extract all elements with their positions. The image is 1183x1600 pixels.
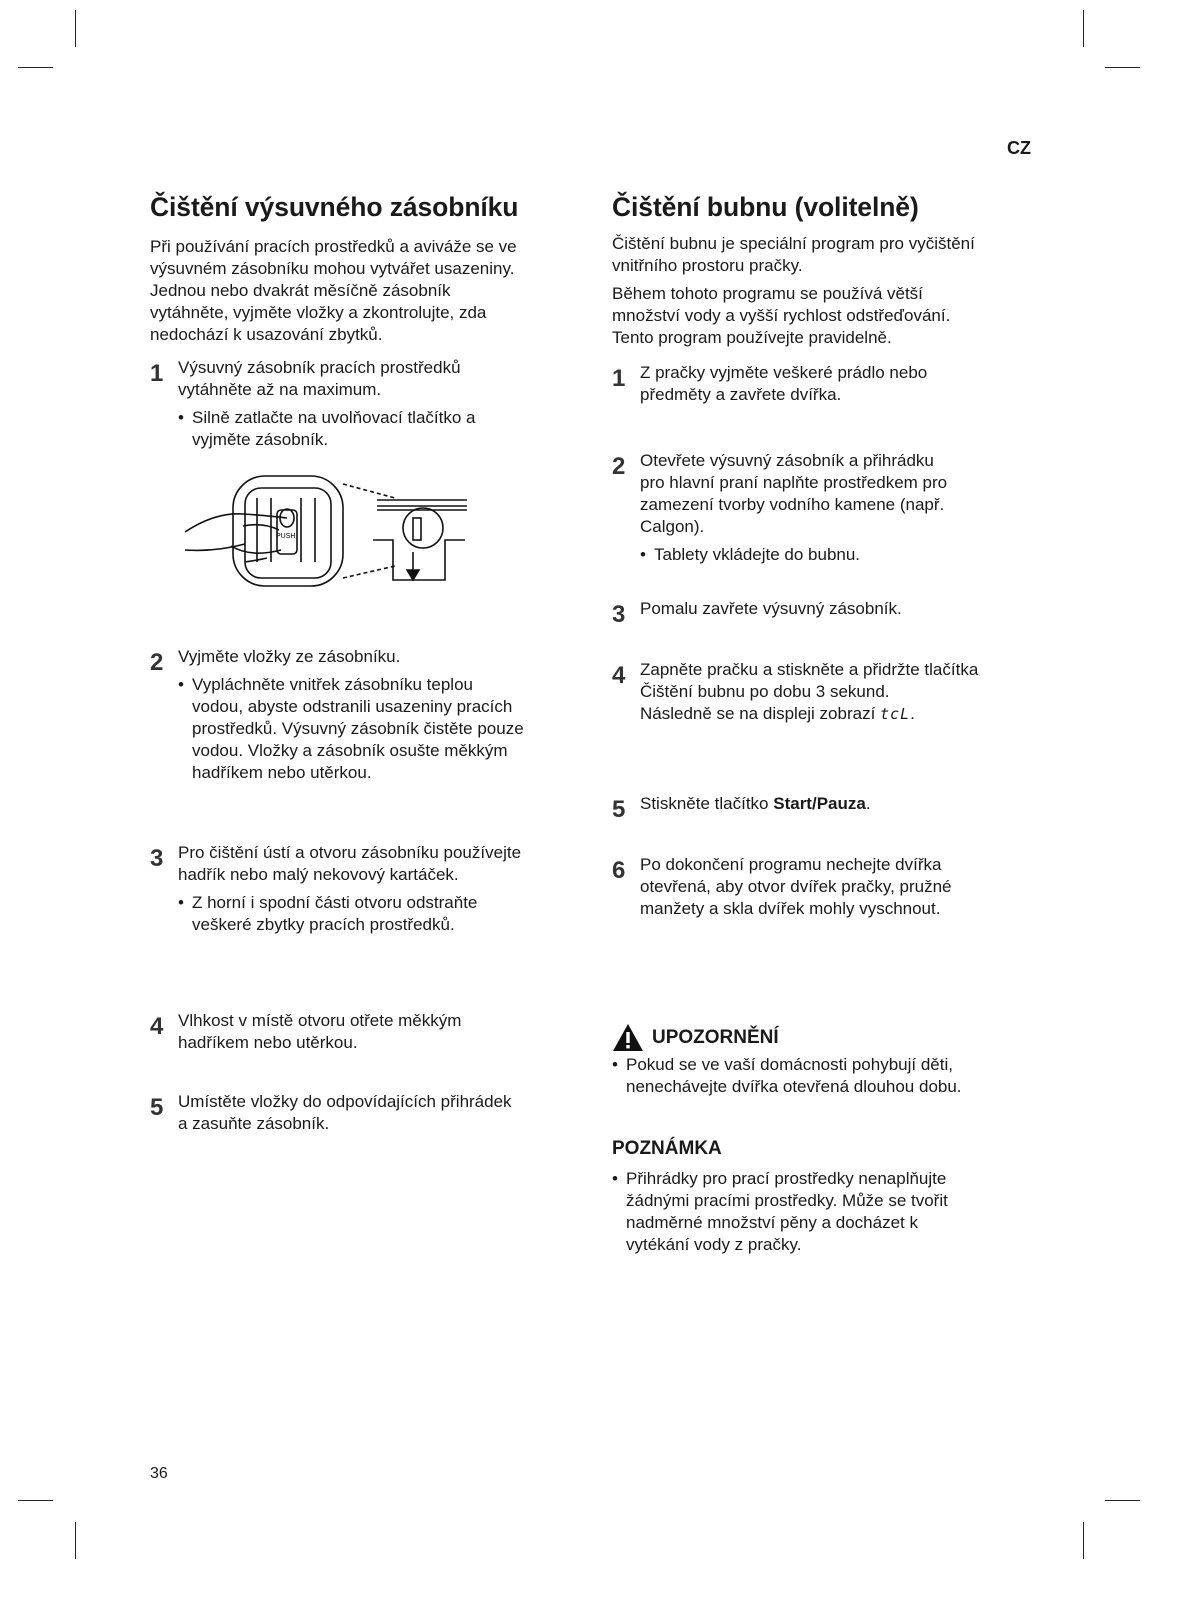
crop-mark: [75, 1522, 76, 1559]
crop-mark: [75, 10, 76, 47]
intro-line: vnitřního prostoru pračky.: [612, 256, 803, 275]
left-step-4: [150, 1010, 590, 1054]
step-line: [640, 793, 1042, 815]
bullet-line: Tablety vkládejte do bubnu.: [654, 545, 861, 564]
left-step-3: [150, 842, 590, 936]
bullet-line: vytékání vody z pračky.: [626, 1235, 802, 1254]
step-line: hadříkem nebo utěrkou.: [178, 1033, 358, 1052]
step-number: 4: [612, 662, 626, 689]
intro-line: množství vody a vyšší rychlost odstřeďování.: [612, 306, 951, 325]
step-number: 6: [612, 857, 626, 884]
intro-line: Čištění bubnu je speciální program pro vyčištění: [612, 234, 975, 253]
page-number: 36: [150, 1465, 168, 1482]
push-label: PUSH: [276, 533, 296, 540]
step-line: manžety a skla dvířek mohly vyschnout.: [640, 899, 941, 918]
step-bullet: • Tablety vkládejte do bubnu.: [640, 544, 1042, 566]
step-line: zamezení tvorby vodního kamene (např.: [640, 495, 945, 514]
bullet-line: hadříkem nebo utěrkou.: [192, 763, 372, 782]
step-line: Výsuvný zásobník pracích prostředků: [178, 358, 461, 377]
step-number: 1: [150, 360, 164, 387]
left-title: Čištění výsuvného zásobníku: [150, 192, 519, 222]
step-line: Pomalu zavřete výsuvný zásobník.: [640, 599, 902, 618]
intro-line: Jednou nebo dvakrát měsíčně zásobník: [150, 281, 451, 300]
step-number: 3: [150, 845, 164, 872]
step-line: předměty a zavřete dvířka.: [640, 385, 842, 404]
crop-mark: [18, 1500, 53, 1501]
intro-line: vytáhněte, vyjměte vložky a zkontrolujte, zda: [150, 303, 487, 322]
intro-line: výsuvném zásobníku mohou vytvářet usazeniny.: [150, 259, 515, 278]
intro-line: Tento program používejte pravidelně.: [612, 328, 892, 347]
step-bullet: • Silně zatlačte na uvolňovací tlačítko a vyjměte zásobník.: [178, 407, 590, 451]
warning-icon: [612, 1023, 644, 1052]
step-line: hadřík nebo malý nekovový kartáček.: [178, 865, 459, 884]
step-line: Z pračky vyjměte veškeré prádlo nebo: [640, 363, 928, 382]
step-text: Stiskněte tlačítko: [640, 794, 774, 813]
step-line: Zapněte pračku a stiskněte a přidržte tlačítka: [640, 660, 979, 679]
step-line: pro hlavní praní naplňte prostředkem pro: [640, 473, 948, 492]
right-step-3: [612, 598, 1042, 628]
step-bullet: • Z horní i spodní části otvoru odstraňte veškeré zbytky pracích prostředků.: [178, 892, 590, 936]
right-step-6: [612, 854, 1042, 920]
bullet-line: vyjměte zásobník.: [192, 430, 329, 449]
step-line: otevřená, aby otvor dvířek pračky, pružné: [640, 877, 952, 896]
right-step-2: [612, 450, 1042, 566]
bullet-line: nenechávejte dvířka otevřená dlouhou dobu.: [626, 1077, 962, 1096]
note-bullet: • Přihrádky pro prací prostředky nenaplňujte žádnými pracími prostředky. Může se tvořit nadměrné množství pěny a docházet k vytékání vody z pračky.: [612, 1168, 1056, 1256]
step-line: Umístěte vložky do odpovídajících přihrádek: [178, 1092, 512, 1111]
step-line: vytáhněte až na maximum.: [178, 380, 382, 399]
step-line: Otevřete výsuvný zásobník a přihrádku: [640, 451, 934, 470]
bullet-line: Přihrádky pro prací prostředky nenaplňujte: [626, 1169, 947, 1188]
caution-bullet: • Pokud se ve vaší domácnosti pohybují děti, nenechávejte dvířka otevřená dlouhou dobu.: [612, 1054, 1056, 1098]
bullet-line: Pokud se ve vaší domácnosti pohybují děti,: [626, 1055, 953, 1074]
step-number: 2: [612, 453, 626, 480]
step-bullet: • Vypláchněte vnitřek zásobníku teplou vodou, abyste odstranili usazeniny pracích prostředků. Výsuvný zásobník čistěte pouze vodou. Vložky a zásobník osušte měkkým hadříkem nebo utěrkou.: [178, 674, 590, 784]
caution-title: UPOZORNĚNÍ: [652, 1026, 779, 1048]
caution-heading: [612, 1023, 779, 1052]
left-step-1: [150, 357, 590, 451]
left-step-2: [150, 646, 590, 784]
bullet-line: prostředků. Výsuvný zásobník čistěte pouze: [192, 719, 524, 738]
intro-line: nedochází k usazování zbytků.: [150, 325, 383, 344]
step-line: Vyjměte vložky ze zásobníku.: [178, 647, 401, 666]
bullet-line: vodou. Vložky a zásobník osušte měkkým: [192, 741, 508, 760]
step-text: .: [910, 704, 915, 723]
step-line: [640, 703, 1042, 725]
step-line: a zasuňte zásobník.: [178, 1114, 330, 1133]
step-text: Následně se na displeji zobrazí: [640, 704, 881, 723]
bullet-line: vodou, abyste odstranili usazeniny pracích: [192, 697, 513, 716]
right-step-5: [612, 793, 1042, 823]
bullet-line: veškeré zbytky pracích prostředků.: [192, 915, 455, 934]
bullet-line: žádnými pracími prostředky. Může se tvořit: [626, 1191, 948, 1210]
start-pause-label: Start/Pauza: [773, 794, 866, 813]
crop-mark: [1083, 1522, 1084, 1559]
step-line: Vlhkost v místě otvoru otřete měkkým: [178, 1011, 462, 1030]
dispenser-illustration: [185, 470, 475, 600]
step-number: 2: [150, 649, 164, 676]
step-number: 1: [612, 365, 626, 392]
step-number: 4: [150, 1013, 164, 1040]
bullet-line: Vypláchněte vnitřek zásobníku teplou: [192, 675, 473, 694]
left-intro: [150, 236, 590, 346]
crop-mark: [18, 67, 53, 68]
right-title: Čištění bubnu (volitelně): [612, 192, 919, 222]
step-line: Po dokončení programu nechejte dvířka: [640, 855, 942, 874]
right-step-4: [612, 659, 1042, 725]
intro-line: Během tohoto programu se používá větší: [612, 284, 923, 303]
bullet-line: nadměrné množství pěny a docházet k: [626, 1213, 918, 1232]
step-number: 3: [612, 601, 626, 628]
crop-mark: [1105, 67, 1140, 68]
note-title: POZNÁMKA: [612, 1138, 722, 1159]
step-text: .: [865, 794, 871, 813]
intro-line: Při používání pracích prostředků a aviváže se ve: [150, 237, 517, 256]
step-line: Čištění bubnu po dobu 3 sekund.: [640, 682, 890, 701]
left-step-5: [150, 1091, 590, 1135]
step-line: Calgon).: [640, 517, 705, 536]
step-number: 5: [612, 796, 626, 823]
step-line: Pro čištění ústí a otvoru zásobníku používejte: [178, 843, 522, 862]
bullet-line: Silně zatlačte na uvolňovací tlačítko a: [192, 408, 476, 427]
display-code: tcL: [880, 705, 911, 723]
right-intro: [612, 233, 1042, 349]
crop-mark: [1105, 1500, 1140, 1501]
crop-mark: [1083, 10, 1084, 47]
language-code: CZ: [1007, 138, 1031, 158]
step-number: 5: [150, 1094, 164, 1121]
right-step-1: [612, 362, 1042, 406]
bullet-line: Z horní i spodní části otvoru odstraňte: [192, 893, 478, 912]
